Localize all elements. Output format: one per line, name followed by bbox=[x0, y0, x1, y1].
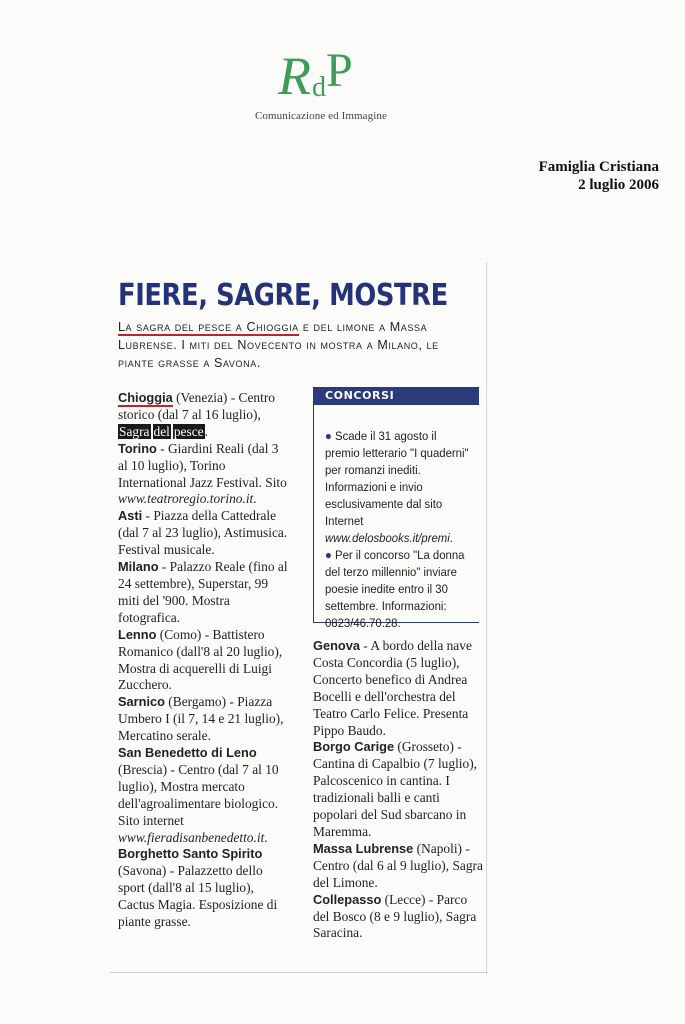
concorsi-item bbox=[325, 547, 472, 632]
concorsi-item bbox=[325, 428, 472, 547]
entry-text: (Savona) - Palazzetto dello sport (dall'8 al 15 luglio), Cactus Magia. Esposizione di piante grasse. bbox=[118, 863, 278, 930]
bullet-icon: ● bbox=[325, 429, 332, 443]
entry-sarnico bbox=[118, 694, 290, 745]
svg-text:R: R bbox=[278, 46, 311, 106]
publication-date: 2 luglio 2006 bbox=[578, 177, 659, 193]
entry-text: (Grosseto) - Cantina di Capalbio (7 luglio), Palcoscenico in cantina. I tradizionali balli e canti popolari del Sud sbarcano in Maremma. bbox=[313, 739, 478, 839]
entry-torino bbox=[118, 441, 290, 509]
source-info bbox=[539, 158, 659, 194]
entry-asti bbox=[118, 508, 290, 559]
subhead-highlight: La sagra del pesce a Chioggia bbox=[118, 320, 299, 334]
entry-end: . bbox=[264, 829, 268, 845]
entry-borghetto bbox=[118, 846, 290, 931]
entry-text: (Lecce) - Parco del Bosco (8 e 9 luglio), Sagra Saracina. bbox=[313, 891, 477, 941]
entry-collepasso bbox=[313, 892, 485, 943]
logo-tagline: Comunicazione ed Immagine bbox=[254, 110, 387, 122]
entry-text: - A bordo della nave Costa Concordia (5 luglio), Concerto benefico di Andrea Bocelli e dell'orchestra del Teatro Carlo Felice. Presenta Pippo Baudo. bbox=[313, 638, 472, 738]
clipping-edge-right bbox=[486, 262, 487, 974]
entry-text: - Giardini Reali (dal 3 al 10 luglio), Torino International Jazz Festival. Sito bbox=[118, 440, 287, 490]
entry-place: Collepasso bbox=[313, 891, 382, 907]
concorsi-content bbox=[325, 428, 472, 632]
entry-place: San Benedetto di Leno bbox=[118, 745, 257, 761]
concorsi-end: . bbox=[449, 531, 453, 545]
entry-text: (Como) - Battistero Romanico (dall'8 al 20 luglio), Mostra di acquerelli di Luigi Zucchero. bbox=[118, 626, 283, 693]
entry-place: Sarnico bbox=[118, 694, 165, 710]
entry-text: - Palazzo Reale (fino al 24 settembre), Superstar, 99 miti del '900. Mostra fotografica. bbox=[118, 559, 288, 625]
svg-text:d: d bbox=[312, 72, 326, 103]
left-column bbox=[118, 390, 290, 931]
clipping-edge-bottom bbox=[110, 972, 488, 973]
logo bbox=[246, 44, 396, 122]
publication-name: Famiglia Cristiana bbox=[538, 159, 659, 175]
article-headline: FIERE, SAGRE, MOSTRE bbox=[118, 278, 448, 313]
concorsi-item-text: Scade il 31 agosto il premio letterario "I quaderni" per romanzi inediti. Informazioni e invio esclusivamente dal sito Internet bbox=[325, 429, 469, 528]
entry-site: www.fieradisanbenedetto.it bbox=[118, 829, 265, 845]
rdp-logo-icon bbox=[266, 44, 376, 106]
right-column bbox=[313, 638, 485, 942]
entry-text: (Napoli) - Centro (dal 6 al 9 luglio), Sagra del Limone. bbox=[313, 840, 483, 890]
entry-end: . bbox=[204, 423, 208, 439]
entry-text: - Piazza della Cattedrale (dal 7 al 23 luglio), Astimusica. Festival musicale. bbox=[118, 508, 288, 558]
concorsi-header: CONCORSI bbox=[313, 387, 479, 405]
entry-lenno bbox=[118, 627, 290, 695]
entry-text: (Bergamo) - Piazza Umbero I (il 7, 14 e 21 luglio), Mercatino serale. bbox=[118, 694, 284, 744]
highlight-sagra: Sagra bbox=[119, 423, 150, 439]
entry-place: Milano bbox=[118, 559, 159, 575]
highlight-del: del bbox=[153, 423, 170, 439]
entry-end: . bbox=[253, 491, 257, 507]
entry-place: Borghetto Santo Spirito bbox=[118, 846, 263, 862]
entry-milano bbox=[118, 559, 290, 627]
entry-place: Massa Lubrense bbox=[313, 840, 414, 856]
svg-text:P: P bbox=[326, 44, 353, 97]
highlight-pesce: pesce bbox=[173, 423, 204, 439]
article-subhead bbox=[118, 318, 478, 372]
entry-genova bbox=[313, 638, 485, 739]
entry-san-benedetto bbox=[118, 745, 290, 846]
entry-place: Lenno bbox=[118, 626, 157, 642]
entry-place: Asti bbox=[118, 508, 143, 524]
entry-place: Chioggia bbox=[118, 390, 173, 405]
entry-massa-lubrense bbox=[313, 841, 485, 892]
bullet-icon: ● bbox=[325, 548, 332, 562]
entry-text: (Venezia) - Centro storico (dal 7 al 16 luglio), bbox=[118, 390, 275, 422]
entry-borgo-carige bbox=[313, 739, 485, 840]
subhead-rest: e del limone a Massa Lubrense. I miti del Novecento in mostra a Milano, le piante grasse a Savona. bbox=[118, 320, 439, 370]
entry-chioggia bbox=[118, 390, 290, 441]
concorsi-site: www.delosbooks.it/premi bbox=[325, 531, 450, 545]
entry-text: (Brescia) - Centro (dal 7 al 10 luglio), Mostra mercato dell'agroalimentare biologico. Sito internet bbox=[118, 761, 279, 828]
entry-place: Borgo Carige bbox=[313, 739, 395, 755]
entry-place: Torino bbox=[118, 440, 157, 456]
concorsi-item-text: Per il concorso "La donna del terzo millennio" inviare poesie inedite entro il 30 settembre. Informazioni: 0823/46.70.28. bbox=[325, 548, 465, 630]
entry-place: Genova bbox=[313, 638, 360, 653]
entry-site: www.teatroregio.torino.it bbox=[118, 491, 254, 507]
